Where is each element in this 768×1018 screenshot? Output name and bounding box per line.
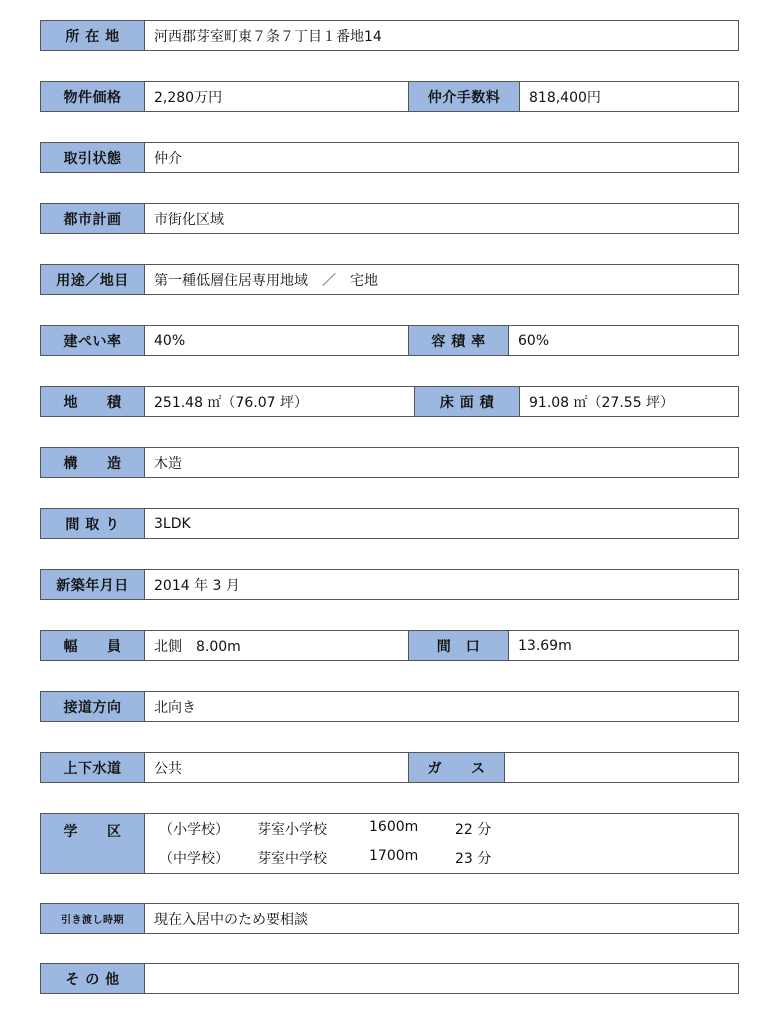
row-road-direction — [40, 691, 739, 722]
row-road-width — [40, 630, 739, 661]
school-type: （小学校） — [159, 822, 229, 838]
other-label: そ の 他 — [41, 964, 145, 993]
price-value: 2,280万円 — [154, 89, 223, 106]
layout-value: 3LDK — [154, 515, 191, 532]
school-district-label: 学 区 — [41, 814, 145, 873]
school-name: 芽室小学校 — [257, 822, 327, 838]
row-location — [40, 20, 739, 51]
frontage-value: 13.69m — [518, 637, 572, 654]
price-label: 物件価格 — [41, 82, 145, 111]
land-area-label: 地 積 — [41, 387, 145, 416]
row-city-planning — [40, 203, 739, 234]
built-date-label: 新築年月日 — [41, 570, 145, 599]
layout-label: 間 取 り — [41, 509, 145, 538]
handover-value: 現在入居中のため要相談 — [154, 911, 308, 928]
frontage-label: 間 口 — [408, 631, 509, 660]
coverage-value: 40% — [154, 332, 186, 349]
handover-label: 引き渡し時期 — [41, 904, 145, 933]
row-built-date — [40, 569, 739, 600]
commission-value: 818,400円 — [529, 89, 601, 106]
school-line-elementary — [159, 819, 738, 839]
structure-value: 木造 — [154, 455, 182, 472]
school-name: 芽室中学校 — [257, 851, 327, 867]
school-time: 22 分 — [455, 822, 492, 838]
school-list — [145, 814, 738, 873]
coverage-label: 建ぺい率 — [41, 326, 145, 355]
row-price — [40, 81, 739, 112]
floor-area-label: 床 面 積 — [414, 387, 520, 416]
row-land-area — [40, 386, 739, 417]
school-distance: 1700m — [369, 848, 419, 864]
row-layout — [40, 508, 739, 539]
land-area-value: 251.48 ㎡（76.07 坪） — [154, 394, 308, 411]
gas-value — [505, 753, 738, 782]
transaction-value: 仲介 — [154, 150, 182, 167]
row-school-district — [40, 813, 739, 874]
school-line-junior-high — [159, 848, 738, 868]
structure-label: 構 造 — [41, 448, 145, 477]
built-date-value: 2014 年 3 月 — [154, 577, 240, 594]
location-value: 河西郡芽室町東７条７丁目１番地14 — [154, 28, 382, 45]
school-type: （中学校） — [159, 851, 229, 867]
road-direction-label: 接道方向 — [41, 692, 145, 721]
location-label: 所 在 地 — [41, 21, 145, 50]
road-width-value: 北側 8.00m — [154, 638, 241, 655]
city-planning-value: 市街化区域 — [154, 211, 224, 228]
row-handover — [40, 903, 739, 934]
floor-area-value: 91.08 ㎡（27.55 坪） — [529, 394, 675, 411]
transaction-label: 取引状態 — [41, 143, 145, 172]
zoning-value: 第一種低層住居専用地域 ／ 宅地 — [154, 272, 378, 289]
commission-label: 仲介手数料 — [408, 82, 520, 111]
zoning-label: 用途／地目 — [41, 265, 145, 294]
row-structure — [40, 447, 739, 478]
school-distance: 1600m — [369, 819, 419, 835]
row-other — [40, 963, 739, 994]
floor-ratio-value: 60% — [518, 332, 550, 349]
row-transaction — [40, 142, 739, 173]
row-zoning — [40, 264, 739, 295]
gas-label: ガ ス — [408, 753, 505, 782]
city-planning-label: 都市計画 — [41, 204, 145, 233]
school-time: 23 分 — [455, 851, 492, 867]
road-direction-value: 北向き — [154, 699, 196, 716]
floor-ratio-label: 容 積 率 — [408, 326, 509, 355]
other-value — [145, 964, 738, 993]
row-water — [40, 752, 739, 783]
water-value: 公共 — [154, 760, 182, 777]
road-width-label: 幅 員 — [41, 631, 145, 660]
row-coverage — [40, 325, 739, 356]
water-label: 上下水道 — [41, 753, 145, 782]
